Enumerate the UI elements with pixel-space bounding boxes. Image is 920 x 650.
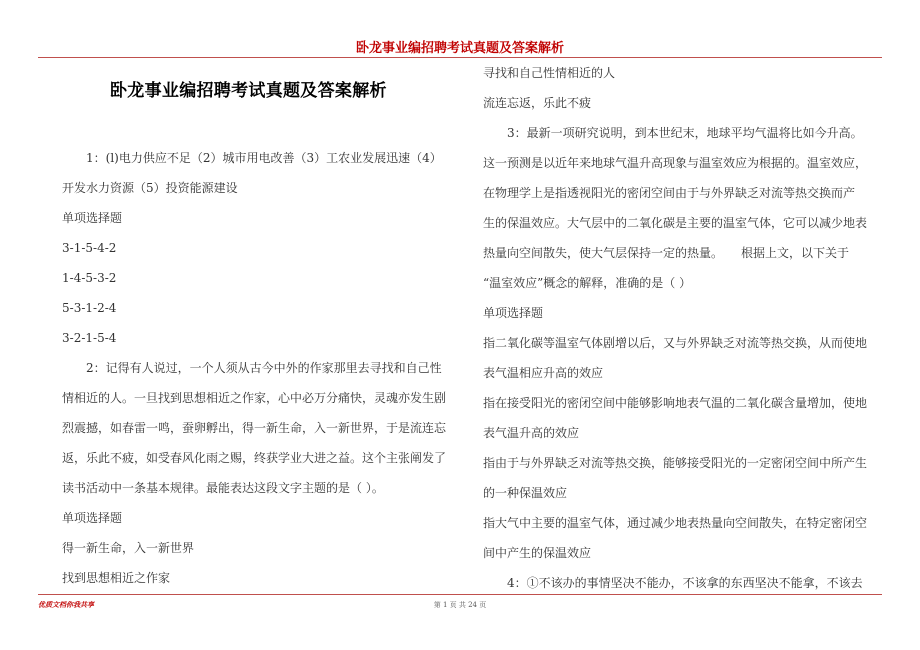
text-line: 找到思想相近之作家 (62, 571, 171, 585)
left-text-column (62, 143, 457, 593)
text-line: 表气温升高的效应 (483, 426, 580, 440)
footer-slogan: 优质文档你我共享 (38, 600, 94, 609)
text-line: 生的保温效应。大气层中的二氧化碳是主要的温室气体，它可以减少地表 (483, 216, 868, 230)
text-line: 情相近的人。一旦找到思想相近之作家，心中必万分痛快，灵魂亦发生剧 (62, 391, 447, 405)
document-title: 卧龙事业编招聘考试真题及答案解析 (110, 81, 387, 101)
text-line: 得一新生命，入一新世界 (62, 541, 195, 555)
text-line: 的一种保温效应 (483, 486, 568, 500)
right-text-column (483, 58, 883, 598)
page-header-title: 卧龙事业编招聘考试真题及答案解析 (355, 41, 564, 56)
text-line: 指在接受阳光的密闭空间中能够影响地表气温的二氧化碳含量增加，使地 (483, 396, 868, 410)
text-line: 单项选择题 (483, 306, 544, 320)
text-line: 5-3-1-2-4 (62, 301, 117, 315)
text-line: 这一预测是以近年来地球气温升高现象与温室效应为根据的。温室效应， (483, 156, 868, 170)
text-line: 1：(l)电力供应不足（2）城市用电改善（3）工农业发展迅速（4） (86, 151, 442, 165)
text-line: 指大气中主要的温室气体，通过减少地表热量向空间散失，在特定密闭空 (483, 516, 868, 530)
text-line: 表气温相应升高的效应 (483, 366, 604, 380)
text-line: 在物理学上是指透视阳光的密闭空间由于与外界缺乏对流等热交换而产 (483, 186, 856, 200)
text-line: 烈震撼，如春雷一鸣，蚕卵孵出，得一新生命，入一新世界，于是流连忘 (62, 421, 447, 435)
text-line: 单项选择题 (62, 211, 123, 225)
text-line: 1-4-5-3-2 (62, 271, 117, 285)
footer-divider (38, 594, 882, 595)
text-line: 寻找和自己性情相近的人 (483, 66, 616, 80)
text-line: 2：记得有人说过，一个人须从古今中外的作家那里去寻找和自己性 (86, 361, 442, 375)
text-line: 单项选择题 (62, 511, 123, 525)
text-line: 3-2-1-5-4 (62, 331, 117, 345)
text-line: 热量向空间散失，使大气层保持一定的热量。 根据上文，以下关于 (483, 246, 850, 260)
page-number: 第 1 页 共 24 页 (433, 601, 487, 609)
text-line: 开发水力资源（5）投资能源建设 (62, 181, 238, 195)
text-line: 流连忘返，乐此不疲 (483, 96, 592, 110)
text-line: “温室效应”概念的解释，准确的是（ ） (483, 276, 692, 290)
text-line: 间中产生的保温效应 (483, 546, 592, 560)
text-line: 读书活动中一条基本规律。最能表达这段文字主题的是（ ）。 (62, 481, 384, 495)
text-line: 指由于与外界缺乏对流等热交换，能够接受阳光的一定密闭空间中所产生 (483, 456, 868, 470)
text-line: 3-1-5-4-2 (62, 241, 117, 255)
text-line: 指二氧化碳等温室气体剧增以后，又与外界缺乏对流等热交换，从而使地 (483, 336, 868, 350)
text-line: 3：最新一项研究说明，到本世纪末，地球平均气温将比如今升高。 (507, 126, 863, 140)
text-line: 返，乐此不疲，如受春风化雨之赐，终获学业大进之益。这个主张阐发了 (62, 451, 447, 465)
text-line: 4：①不该办的事情坚决不能办，不该拿的东西坚决不能拿，不该去 (507, 576, 863, 590)
